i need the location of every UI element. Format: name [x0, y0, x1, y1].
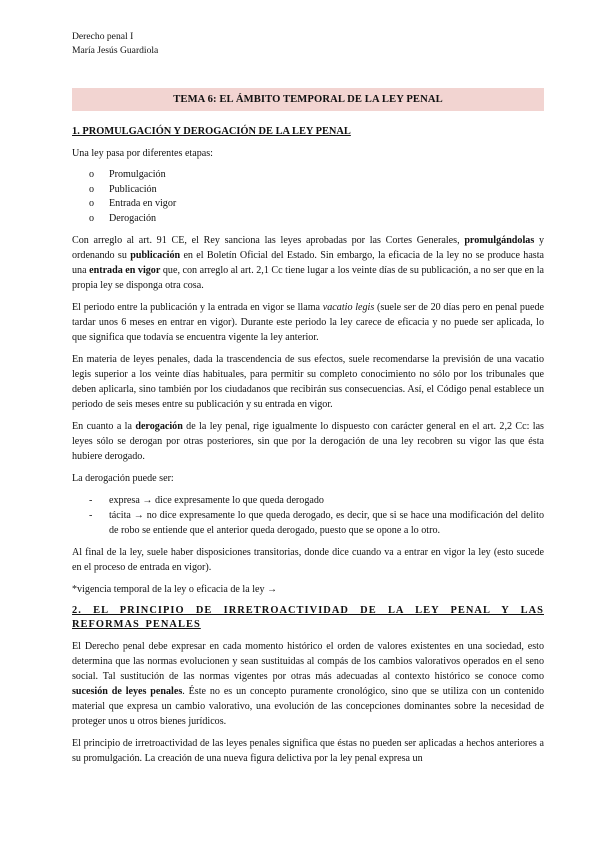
derogation-intro: La derogación puede ser: [72, 473, 174, 484]
document-body [72, 125, 544, 773]
list-item: o Derogación [72, 212, 544, 227]
paragraph-derogation: En cuanto a la derogación de la ley penal, rige igualmente lo dispuesto con carácter general en el art. 2,2 Cc: las leyes sólo se derogan por otras posteriores, sin que por la derogación de una ley recobren su vigor las que ésta hubiere derogado. [72, 421, 544, 462]
paragraph-penal-vacatio: En materia de leyes penales, dada la trascendencia de sus efectos, suele recomendarse la previsión de una vacatio legis superior a los veinte días habituales, para permitir su completo conocimiento no sólo por los tribunales que deben aplicarla, sino también por los ciudadanos que recibirán sus consecuencias. Así, el Código penal establece un periodo de seis meses entre su publicación y su entrada en vigor. [72, 354, 544, 410]
derogation-types-list [72, 493, 544, 538]
paragraph-irretroactivity: El principio de irretroactividad de las leyes penales significa que éstas no pueden ser aplicadas a hechos anteriores a su promulgación. La creación de una nueva figura delictiva por la ley penal expresa un [72, 738, 544, 764]
section-2-heading: 2. EL PRINCIPIO DE IRRETROACTIVIDAD DE LA LEY PENAL Y LAS REFORMAS PENALES [72, 605, 544, 630]
note-temporal-validity: *vigencia temporal de la ley o eficacia de la ley → [72, 584, 278, 595]
list-item: o Promulgación [72, 168, 544, 183]
list-item: - tácita → no dice expresamente lo que queda derogado, es decir, que si se hace una modificación del delito de robo se entiende que el anterior queda derogado, puesto que se opone a lo otro. [89, 510, 544, 536]
paragraph-promulgation: Con arreglo al art. 91 CE, el Rey sanciona las leyes aprobadas por las Cortes Generales, promulgándolas y ordenando su publicación en el Boletín Oficial del Estado. Sin embargo, la eficacia de la ley no se produce hasta una entrada en vigor que, con arreglo al art. 2,1 Cc tiene lugar a los veinte días de su publicación, a no ser que en la propia ley se disponga otra cosa. [72, 235, 545, 291]
course-name: Derecho penal I [72, 31, 134, 42]
stages-intro: Una ley pasa por diferentes etapas: [72, 148, 213, 159]
author-name: María Jesús Guardiola [72, 45, 159, 56]
page-header [72, 30, 158, 58]
paragraph-succession: El Derecho penal debe expresar en cada momento histórico el orden de valores existentes en una sociedad, esto determina que las normas evolucionen y sean sustituidas al compás de los cambios valorativos operados en el seno social. Tal sustitución de las normas vigentes por otras más adecuadas al contexto histórico se conoce como sucesión de leyes penales. Éste no es un concepto puramente cronológico, sino que se utiliza con un contenido material que expresa un cambio valorativo, una evolución de las concepciones dominantes sobre la necesidad de proteger unos u otros bienes jurídicos. [72, 641, 544, 727]
circle-bullet-icon: o [89, 169, 95, 180]
paragraph-transitional: Al final de la ley, suele haber disposiciones transitorias, donde dice cuando va a entrar en vigor la ley (esto sucede en el proceso de entrada en vigor). [72, 547, 544, 573]
list-item: o Publicación [72, 183, 544, 198]
circle-bullet-icon: o [89, 183, 95, 195]
chapter-title: TEMA 6: EL ÁMBITO TEMPORAL DE LA LEY PENAL [72, 88, 544, 111]
paragraph-vacatio-legis: El periodo entre la publicación y la entrada en vigor se llama vacatio legis (suele ser de 20 días pero en penal puede tardar unos 6 meses en entrar en vigor). Durante este periodo la ley carece de eficacia y no puede ser aplicada, lo que significa que todavía se encuentra vigente la ley anterior. [72, 302, 545, 343]
section-1-heading: 1. PROMULGACIÓN Y DEROGACIÓN DE LA LEY PENAL [72, 126, 351, 137]
circle-bullet-icon: o [89, 212, 95, 224]
circle-bullet-icon: o [89, 198, 95, 209]
list-item: - expresa → dice expresamente lo que queda derogado [89, 495, 324, 506]
dash-bullet-icon: - [89, 510, 93, 521]
stages-list [72, 168, 544, 226]
list-item: o Entrada en vigor [72, 197, 544, 212]
dash-bullet-icon: - [89, 495, 93, 506]
